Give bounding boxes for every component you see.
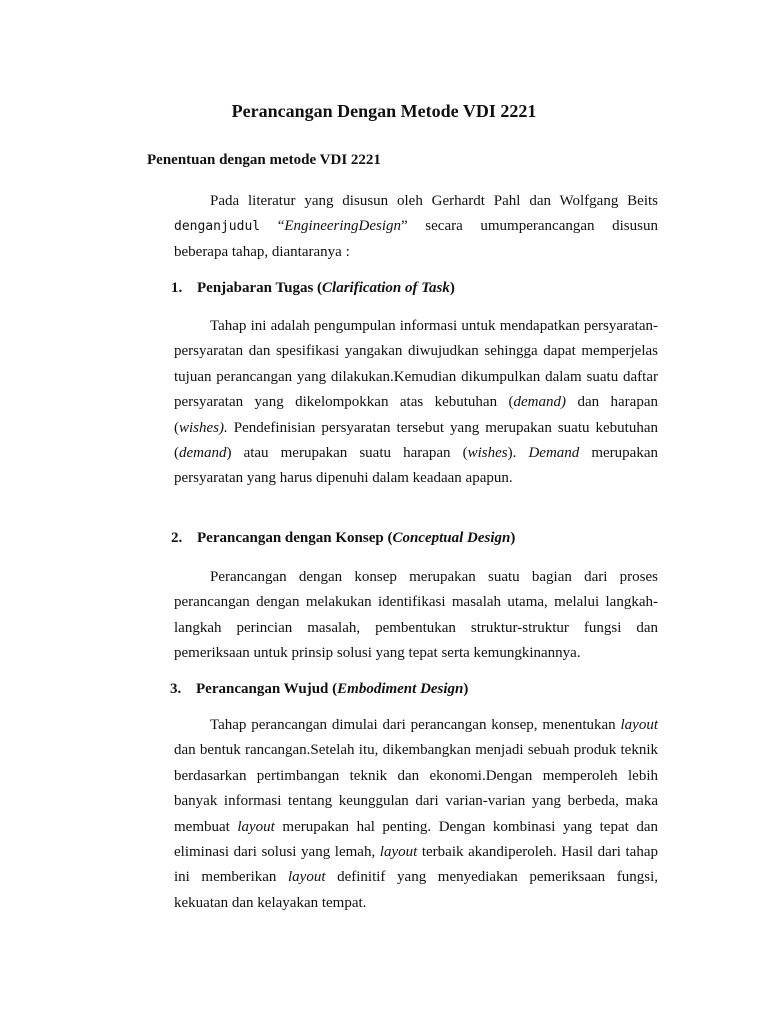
paragraph-3-text-a: Tahap perancangan dimulai dari perancangan konsep, menentukan	[210, 717, 621, 733]
paragraph-1-text-a: Tahap ini adalah pengumpulan informasi untuk mendapatkan persyaratan-persyaratan dan spesifikasi yangakan diwujudkan sehingga dapat memperjelas tujuan perancangan yang dilakukan.Kemudian dikumpulkan dalam suatu daftar persyaratan yang dikelompokkan atas kebutuhan (	[174, 318, 658, 411]
paragraph-3-italic-layout-4: layout	[288, 869, 326, 886]
paragraph-3-italic-layout-1: layout	[620, 717, 658, 733]
paragraph-3-text-i: definitif yang menyediakan pemeriksaan fungsi, kekuatan dan kelayakan tempat.	[174, 869, 658, 911]
heading-3-number: 3.	[170, 681, 182, 697]
heading-1-italic: Clarification of Task	[322, 280, 450, 296]
paragraph-1	[174, 314, 658, 492]
paragraph-1-text-i: ).	[507, 445, 529, 462]
heading-2	[171, 530, 515, 547]
intro-text-3: “	[260, 218, 285, 235]
paragraph-1-text-k: merupakan persyaratan yang harus dipenuhi dalam keadaan apapun.	[174, 445, 658, 487]
heading-3-text: Perancangan Wujud (	[196, 681, 338, 697]
intro-paragraph	[174, 189, 658, 265]
intro-text-1: Pada literatur yang disusun oleh Gerhardt Pahl dan Wolfgang Beits	[210, 193, 658, 209]
paragraph-3-text-g: terbaik akandiperoleh. Hasil dari tahap ini memberikan	[174, 844, 658, 886]
paragraph-3-text-e: merupakan hal penting. Dengan kombinasi yang tepat dan eliminasi dari solusi yang lemah,	[174, 818, 658, 861]
heading-3-close: )	[463, 681, 469, 697]
paragraph-2-text: Perancangan dengan konsep merupakan suatu bagian dari proses perancangan dengan melakukan identifikasi masalah utama, melalui langkah-langkah perincian masalah, pembentukan struktur-struktur fungsi dan pemeriksaan untuk prinsip solusi yang tepat serta kemungkinannya.	[174, 569, 658, 662]
paragraph-1-italic-wishes-2: wishes	[467, 445, 508, 462]
intro-text-5: ” secara umumperancangan disusun beberapa tahap, diantaranya :	[174, 218, 658, 260]
paragraph-1-text-e: Pendefinisian persyaratan tersebut yang merupakan suatu kebutuhan (	[174, 419, 658, 462]
paragraph-3-text-c: dan bentuk rancangan.Setelah itu, dikembangkan menjadi sebuah produk teknik berdasarkan pertimbangan teknik dan ekonomi.Dengan memperoleh lebih banyak informasi tentang keunggulan dari varian-varian yang berbeda, maka membuat	[174, 742, 658, 835]
heading-3	[170, 681, 468, 698]
paragraph-1-italic-demand: demand)	[513, 394, 567, 411]
heading-2-italic: Conceptual Design	[392, 530, 511, 546]
paragraph-3	[174, 713, 658, 916]
paragraph-1-italic-wishes: wishes).	[179, 419, 228, 436]
intro-text-italic: EngineeringDesign	[284, 218, 402, 235]
heading-2-close: )	[510, 530, 516, 546]
paragraph-1-italic-demand-3: Demand	[528, 445, 580, 462]
paragraph-1-text-c: dan harapan (	[174, 394, 658, 436]
heading-1-close: )	[449, 280, 455, 296]
paragraph-1-text-g: ) atau merupakan suatu harapan (	[226, 445, 468, 462]
heading-1-text: Penjabaran Tugas (	[197, 280, 323, 296]
paragraph-3-italic-layout-2: layout	[237, 818, 275, 835]
paragraph-2	[174, 565, 658, 667]
heading-1	[171, 280, 455, 297]
paragraph-3-italic-layout-3: layout	[379, 844, 418, 861]
paragraph-1-italic-demand-2: demand	[179, 445, 227, 462]
intro-text-mono: denganjudul	[174, 219, 261, 235]
page-title: Perancangan Dengan Metode VDI 2221	[231, 101, 537, 121]
heading-1-number: 1.	[171, 280, 183, 296]
section-heading: Penentuan dengan metode VDI 2221	[147, 152, 381, 168]
heading-2-text: Perancangan dengan Konsep (	[197, 530, 393, 546]
heading-2-number: 2.	[171, 530, 183, 546]
heading-3-italic: Embodiment Design	[337, 681, 464, 697]
